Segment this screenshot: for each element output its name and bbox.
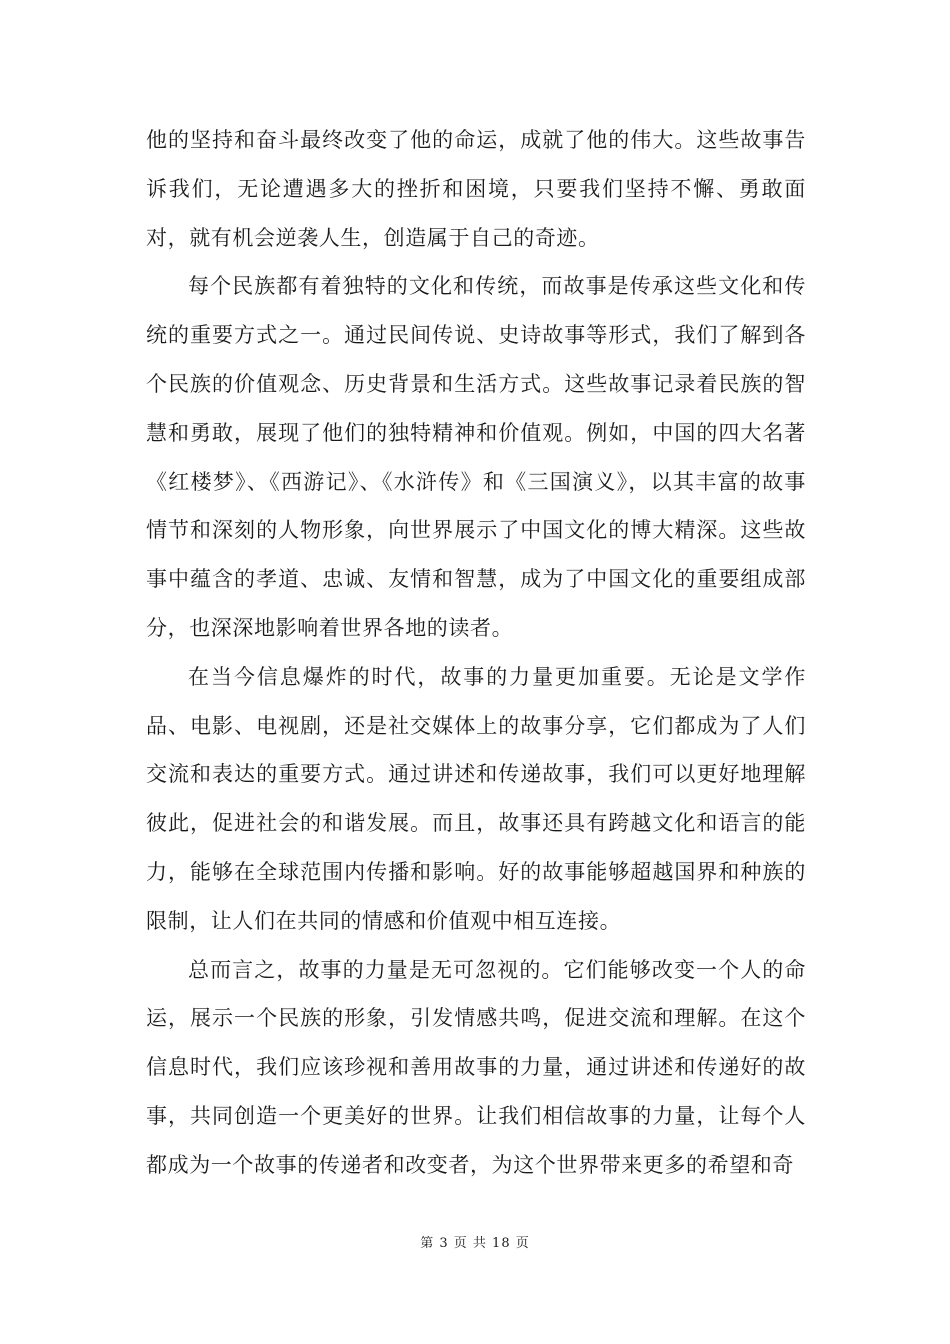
paragraph-1: 他的坚持和奋斗最终改变了他的命运，成就了他的伟大。这些故事告诉我们，无论遭遇多大的挫折和困境，只要我们坚持不懈、勇敢面对，就有机会逆袭人生，创造属于自己的奇迹。 <box>146 128 806 250</box>
paragraph-3: 在当今信息爆炸的时代，故事的力量更加重要。无论是文学作品、电影、电视剧，还是社交媒体上的故事分享，它们都成为了人们交流和表达的重要方式。通过讲述和传递故事，我们可以更好地理解彼此，促进社会的和谐发展。而且，故事还具有跨越文化和语言的能力，能够在全球范围内传播和影响。好的故事能够超越国界和种族的限制，让人们在共同的情感和价值观中相互连接。 <box>146 664 806 933</box>
paragraph-4: 总而言之，故事的力量是无可忽视的。它们能够改变一个人的命运，展示一个民族的形象，引发情感共鸣，促进交流和理解。在这个信息时代，我们应该珍视和善用故事的力量，通过讲述和传递好的故事，共同创造一个更美好的世界。让我们相信故事的力量，让每个人都成为一个故事的传递者和改变者，为这个世界带来更多的希望和奇 <box>146 957 806 1177</box>
document-body <box>146 116 806 1190</box>
page-number-footer: 第 3 页 共 18 页 <box>420 1236 530 1251</box>
paragraph-2: 每个民族都有着独特的文化和传统，而故事是传承这些文化和传统的重要方式之一。通过民间传说、史诗故事等形式，我们了解到各个民族的价值观念、历史背景和生活方式。这些故事记录着民族的智慧和勇敢，展现了他们的独特精神和价值观。例如，中国的四大名著《红楼梦》、《西游记》、《水浒传》和《三国演义》，以其丰富的故事情节和深刻的人物形象，向世界展示了中国文化的博大精深。这些故事中蕴含的孝道、忠诚、友情和智慧，成为了中国文化的重要组成部分，也深深地影响着世界各地的读者。 <box>146 274 806 640</box>
